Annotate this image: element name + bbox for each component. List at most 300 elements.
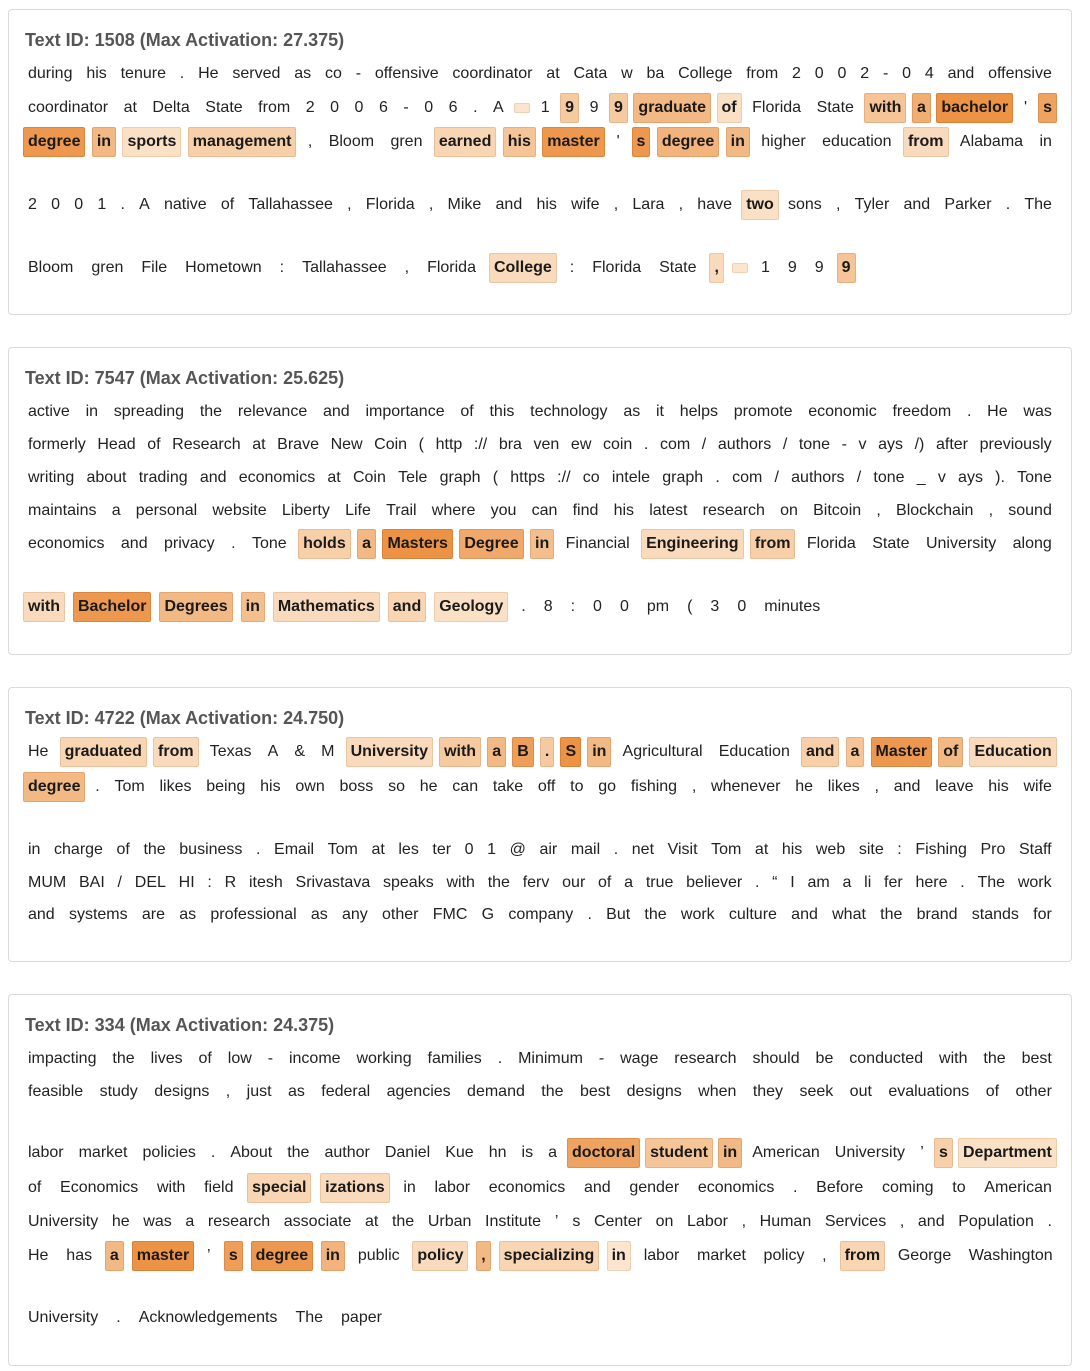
- token: our: [562, 874, 586, 891]
- token: Florida: [806, 535, 856, 552]
- token: work: [1017, 874, 1052, 891]
- token: and: [28, 906, 55, 923]
- token: market: [697, 1247, 746, 1264]
- highlighted-token: in: [530, 529, 554, 559]
- token: am: [807, 874, 830, 891]
- highlighted-token: Geology: [434, 592, 508, 622]
- token: education: [822, 133, 892, 150]
- token: co: [324, 65, 342, 82]
- token: offensive: [374, 65, 439, 82]
- token: MUM: [28, 874, 67, 891]
- highlighted-token: policy: [412, 1241, 468, 1271]
- token: formerly: [28, 436, 86, 453]
- highlighted-token: of: [938, 737, 963, 767]
- token: /): [914, 436, 925, 453]
- token: Texas: [209, 743, 252, 760]
- token: graph: [439, 469, 481, 486]
- token: .: [793, 1179, 798, 1196]
- token: ,: [404, 259, 410, 276]
- token: his: [536, 196, 557, 213]
- token: ': [616, 133, 620, 150]
- token: of: [985, 1083, 1000, 1100]
- token: on: [655, 1213, 674, 1230]
- token: Kue: [445, 1144, 474, 1161]
- highlighted-token: with: [864, 93, 906, 123]
- token: Tom: [114, 778, 145, 795]
- highlighted-token: Engineering: [641, 529, 743, 559]
- token: of: [460, 403, 474, 420]
- highlighted-token: a: [846, 737, 865, 767]
- token: _: [916, 469, 926, 486]
- token: the: [143, 841, 166, 858]
- token: is: [521, 1144, 534, 1161]
- token: the: [391, 1213, 415, 1230]
- token: in: [28, 841, 41, 858]
- highlighted-token: and: [388, 592, 426, 622]
- token: Tone: [251, 535, 287, 552]
- token: .: [231, 535, 236, 552]
- token: the: [112, 1050, 135, 1067]
- text-line: [23, 253, 1057, 283]
- token: for: [1033, 906, 1052, 923]
- token: :: [570, 598, 576, 615]
- token: research: [674, 1050, 737, 1067]
- token: 0: [593, 598, 602, 615]
- token: The: [295, 1309, 324, 1326]
- token: demand: [467, 1083, 525, 1100]
- token: Florida: [752, 99, 802, 116]
- token: Tyler: [854, 196, 890, 213]
- token: he: [111, 1213, 130, 1230]
- highlighted-token: in: [726, 127, 750, 157]
- token: sound: [1008, 502, 1052, 519]
- highlighted-token: master: [132, 1241, 194, 1271]
- token: :: [207, 874, 212, 891]
- text-line: [23, 93, 1057, 123]
- highlighted-token: ,: [476, 1241, 490, 1271]
- token: Tele: [398, 469, 428, 486]
- token: intele: [611, 469, 651, 486]
- token: ter: [432, 841, 452, 858]
- token: com: [732, 469, 763, 486]
- token: .: [116, 1309, 121, 1326]
- text-line: [23, 1077, 1057, 1107]
- token: George: [897, 1247, 952, 1264]
- token: research: [702, 502, 765, 519]
- token: .: [643, 436, 649, 453]
- token: -: [355, 65, 362, 82]
- highlighted-token: a: [357, 529, 376, 559]
- token: own: [295, 778, 325, 795]
- token: @: [509, 841, 526, 858]
- highlighted-token: a: [912, 93, 931, 123]
- token: https: [510, 469, 545, 486]
- token: labor: [28, 1144, 64, 1161]
- token: you: [490, 502, 517, 519]
- token: .: [95, 778, 100, 795]
- token: here: [915, 874, 948, 891]
- token: .: [179, 65, 185, 82]
- text-card: [8, 687, 1072, 962]
- token: Labor: [687, 1213, 728, 1230]
- token: economic: [808, 403, 877, 420]
- highlighted-token: from: [840, 1241, 885, 1271]
- highlighted-token: Degree: [459, 529, 523, 559]
- token: .: [210, 1144, 216, 1161]
- highlighted-token: s: [1038, 93, 1057, 123]
- token: R: [224, 874, 237, 891]
- token: technology: [530, 403, 608, 420]
- token: families: [427, 1050, 482, 1067]
- highlighted-token: sports: [122, 127, 181, 157]
- token: .: [1047, 1213, 1052, 1230]
- token: a: [842, 874, 852, 891]
- token: freedom: [892, 403, 952, 420]
- token: ,: [678, 196, 684, 213]
- token: designs: [626, 1083, 682, 1100]
- max-activation: 25.625: [283, 368, 339, 388]
- token: American: [752, 1144, 820, 1161]
- token: best: [1021, 1050, 1052, 1067]
- text-line: [23, 868, 1057, 898]
- token: the: [487, 874, 510, 891]
- token: labor: [643, 1247, 680, 1264]
- token: University: [925, 535, 997, 552]
- token: personal: [135, 502, 198, 519]
- token: coordinator: [452, 65, 533, 82]
- token: economics: [238, 469, 316, 486]
- token: web: [815, 841, 846, 858]
- token: at: [364, 1213, 379, 1230]
- text-line: [23, 1138, 1057, 1168]
- token: Parker: [944, 196, 992, 213]
- token: Population: [958, 1213, 1034, 1230]
- token: Lara: [632, 196, 665, 213]
- card-title: Text ID: 7547 (Max Activation: 25.625): [25, 368, 345, 388]
- token: Center: [593, 1213, 642, 1230]
- token: be: [815, 1050, 834, 1067]
- highlighted-token: 9: [609, 93, 628, 123]
- token: gender: [629, 1179, 680, 1196]
- highlighted-token: Education: [969, 737, 1056, 767]
- token: any: [342, 906, 368, 923]
- token: have: [697, 196, 732, 213]
- text-line: [23, 496, 1057, 526]
- token: during: [28, 65, 73, 82]
- token: leave: [935, 778, 974, 795]
- highlighted-token: izations: [320, 1173, 390, 1203]
- token: .: [754, 874, 760, 891]
- highlighted-token: in: [241, 592, 265, 622]
- token: his: [260, 778, 281, 795]
- token: Tom: [327, 841, 358, 858]
- token: as: [294, 65, 312, 82]
- token: Trail: [386, 502, 417, 519]
- token: -: [403, 99, 409, 116]
- text-line: [23, 737, 1057, 767]
- token: this: [489, 403, 515, 420]
- token: hn: [488, 1144, 507, 1161]
- token: lives: [150, 1050, 183, 1067]
- text-line: [23, 397, 1057, 427]
- text-line: [23, 835, 1057, 865]
- highlighted-token: Bachelor: [73, 592, 151, 622]
- text-line: [23, 190, 1057, 220]
- token: Acknowledgements: [138, 1309, 278, 1326]
- highlighted-token: Mathematics: [273, 592, 380, 622]
- token: (: [687, 598, 693, 615]
- token: 8: [543, 598, 553, 615]
- highlighted-token: [514, 103, 530, 113]
- token: promote: [733, 403, 793, 420]
- token: work: [680, 906, 715, 923]
- token: v: [858, 436, 867, 453]
- token: Tallahassee: [302, 259, 387, 276]
- text-line: [23, 592, 1057, 622]
- token: public: [357, 1247, 400, 1264]
- token: /: [782, 436, 788, 453]
- token: wife: [571, 196, 600, 213]
- highlighted-token: B: [512, 737, 534, 767]
- highlighted-token: from: [750, 529, 796, 559]
- token: associate: [283, 1213, 352, 1230]
- token: relevance: [237, 403, 308, 420]
- token: boss: [339, 778, 374, 795]
- text-id: 4722: [94, 708, 135, 728]
- token: 9: [814, 259, 824, 276]
- token: University: [28, 1309, 99, 1326]
- highlighted-token: in: [321, 1241, 345, 1271]
- token: University: [28, 1213, 99, 1230]
- token: field: [204, 1179, 234, 1196]
- text-line: [23, 1303, 1057, 1333]
- token: take: [492, 778, 524, 795]
- token: w: [621, 65, 633, 82]
- token: About: [230, 1144, 273, 1161]
- token: previously: [979, 436, 1052, 453]
- token: -: [841, 436, 847, 453]
- token: 0: [902, 65, 912, 82]
- token: the: [644, 906, 667, 923]
- token: and: [495, 196, 523, 213]
- token: Bloom: [328, 133, 375, 150]
- token: and: [917, 1213, 945, 1230]
- token: minutes: [764, 598, 821, 615]
- token: graph: [662, 469, 704, 486]
- token: 6: [378, 99, 388, 116]
- text-line: [23, 59, 1057, 89]
- token: FMC: [432, 906, 468, 923]
- token: -: [882, 65, 889, 82]
- token: as: [310, 906, 328, 923]
- token: a: [624, 874, 634, 891]
- token: ://: [557, 469, 571, 486]
- token: ,: [307, 133, 313, 150]
- text-line: [23, 900, 1057, 930]
- token: believer: [686, 874, 743, 891]
- token: :: [569, 259, 575, 276]
- token: ays: [878, 436, 904, 453]
- token: in: [403, 1179, 416, 1196]
- token: He: [198, 65, 219, 82]
- highlighted-token: and: [801, 737, 839, 767]
- token: /: [774, 469, 779, 486]
- token: &: [294, 743, 306, 760]
- token: Human: [759, 1213, 812, 1230]
- highlighted-token: University: [346, 737, 433, 767]
- token: State: [872, 535, 910, 552]
- token: A: [139, 196, 150, 213]
- token: 2: [860, 65, 870, 82]
- token: designs: [154, 1083, 210, 1100]
- highlighted-token: doctoral: [567, 1138, 640, 1168]
- token: Washington: [968, 1247, 1053, 1264]
- token: they: [752, 1083, 784, 1100]
- token: out: [849, 1083, 872, 1100]
- highlighted-token: with: [439, 737, 481, 767]
- token: Cata: [573, 65, 608, 82]
- token: coordinator: [28, 99, 109, 116]
- token: I: [790, 874, 795, 891]
- token: ,: [835, 196, 841, 213]
- highlighted-token: College: [489, 253, 557, 283]
- highlighted-token: s: [934, 1138, 953, 1168]
- token: coming: [881, 1179, 934, 1196]
- highlighted-token: s: [224, 1241, 243, 1271]
- token: labor: [434, 1179, 471, 1196]
- token: his: [613, 502, 635, 519]
- token: Services: [824, 1213, 887, 1230]
- text-card: [8, 9, 1072, 315]
- token: 0: [354, 99, 364, 116]
- token: being: [206, 778, 246, 795]
- token: his: [781, 841, 803, 858]
- token: was: [143, 1213, 172, 1230]
- token: can: [452, 778, 479, 795]
- text-line: [23, 529, 1057, 559]
- token: what: [832, 906, 866, 923]
- highlighted-token: [732, 263, 748, 273]
- token: He: [987, 403, 1008, 420]
- token: just: [246, 1083, 272, 1100]
- token: agencies: [386, 1083, 451, 1100]
- token: Agricultural: [622, 743, 703, 760]
- token: of: [28, 1179, 42, 1196]
- highlighted-token: specializing: [499, 1241, 599, 1271]
- token: Srivastava: [295, 874, 371, 891]
- token: importance: [365, 403, 445, 420]
- highlighted-token: 9: [560, 93, 579, 123]
- token: go: [598, 778, 617, 795]
- token: charge: [54, 841, 103, 858]
- token: after: [935, 436, 968, 453]
- token: 3: [710, 598, 720, 615]
- token: along: [1012, 535, 1052, 552]
- token: 0: [330, 99, 340, 116]
- token: ’: [920, 1144, 924, 1161]
- token: low: [227, 1050, 252, 1067]
- token: 2: [28, 196, 37, 213]
- token: Bitcoin: [813, 502, 862, 519]
- highlighted-token: degree: [23, 772, 85, 802]
- token: (: [492, 469, 499, 486]
- token: Minimum: [518, 1050, 583, 1067]
- token: College: [678, 65, 733, 82]
- token: .: [715, 469, 720, 486]
- token: wife: [1023, 778, 1052, 795]
- token: market: [78, 1144, 128, 1161]
- token: fer: [884, 874, 903, 891]
- token: website: [212, 502, 267, 519]
- token: and: [322, 403, 350, 420]
- token: authors: [791, 469, 845, 486]
- token: and: [903, 196, 931, 213]
- token: Head: [97, 436, 136, 453]
- token: ,: [822, 1247, 827, 1264]
- token: gren: [390, 133, 423, 150]
- token: 0: [51, 196, 61, 213]
- highlighted-token: degree: [657, 127, 719, 157]
- highlighted-token: in: [92, 127, 116, 157]
- token: tone: [798, 436, 830, 453]
- token: Life: [345, 502, 371, 519]
- token: The: [977, 874, 1006, 891]
- token: Alabama: [959, 133, 1024, 150]
- token: 2: [792, 65, 801, 82]
- token: stands: [971, 906, 1019, 923]
- token: maintains: [28, 502, 97, 519]
- token: from: [746, 65, 779, 82]
- token: as: [623, 403, 641, 420]
- token: ,: [874, 778, 879, 795]
- token: study: [99, 1083, 138, 1100]
- highlighted-token: with: [23, 592, 65, 622]
- token: G: [481, 906, 495, 923]
- token: the: [199, 403, 223, 420]
- token: likes: [159, 778, 192, 795]
- highlighted-token: degree: [251, 1241, 313, 1271]
- token: ,: [691, 778, 697, 795]
- token: Hometown: [185, 259, 262, 276]
- token: University: [834, 1144, 906, 1161]
- token: impacting: [28, 1050, 97, 1067]
- token: author: [324, 1144, 370, 1161]
- token: .: [966, 403, 972, 420]
- token: and: [120, 535, 148, 552]
- token: Institute: [485, 1213, 542, 1230]
- token: s: [572, 1213, 581, 1230]
- highlighted-token: earned: [434, 127, 496, 157]
- token: Coin: [352, 469, 386, 486]
- token: Brave: [277, 436, 319, 453]
- token: A: [493, 99, 504, 116]
- token: at: [754, 841, 769, 858]
- token: should: [752, 1050, 800, 1067]
- token: from: [258, 99, 291, 116]
- token: “: [772, 874, 778, 891]
- token: income: [288, 1050, 341, 1067]
- token: Coin: [374, 436, 408, 453]
- token: in: [1039, 133, 1052, 150]
- token: 2: [305, 99, 315, 116]
- token: com: [659, 436, 691, 453]
- token: where: [431, 502, 476, 519]
- token: true: [645, 874, 674, 891]
- token: sons: [787, 196, 822, 213]
- token: v: [937, 469, 946, 486]
- card-title: Text ID: 4722 (Max Activation: 24.750): [25, 708, 345, 728]
- token: The: [1024, 196, 1052, 213]
